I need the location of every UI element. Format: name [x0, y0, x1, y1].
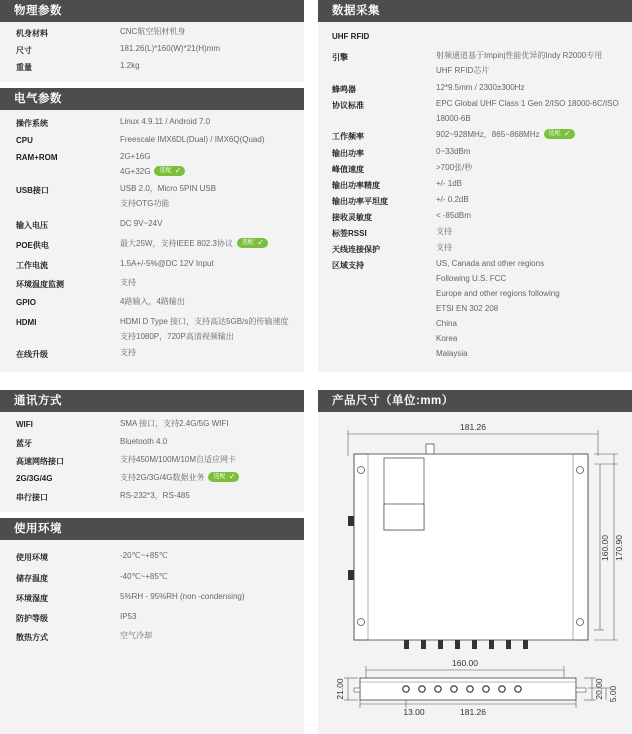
spec-key: 区域支持 — [332, 261, 364, 270]
spec-value-line2: 18000-6B — [436, 114, 471, 123]
spec-key: 工作电流 — [16, 261, 48, 270]
spec-value: 支持 — [436, 227, 452, 236]
optional-badge — [208, 472, 239, 482]
spec-key: 蜂鸣器 — [332, 85, 356, 94]
section-header-dimensions: 产品尺寸（单位:mm） — [318, 390, 632, 412]
spec-key: 防护等级 — [16, 614, 48, 623]
spec-value: -20℃~+85℃ — [120, 551, 168, 560]
spec-value: 1.2kg — [120, 61, 140, 70]
spec-key: WIFI — [16, 420, 33, 429]
spec-value — [436, 128, 630, 142]
spec-value: -40℃~+85℃ — [120, 572, 168, 581]
outer-height-label: 170.90 — [614, 535, 624, 561]
spec-value: +/- 1dB — [436, 179, 463, 188]
spec-value: US, Canada and other regions — [436, 259, 545, 268]
spec-value: EPC Global UHF Class 1 Gen 2/ISO 18000-6C/ISO — [436, 99, 619, 108]
spec-value-line: Following U.S. FCC — [436, 274, 507, 283]
spec-value-text: 最大25W，支持IEEE 802.3协议 — [120, 239, 233, 248]
spec-value-line: ETSI EN 302 208 — [436, 304, 499, 313]
spec-value-line: Europe and other regions following — [436, 289, 560, 298]
spec-key: 重量 — [16, 63, 32, 72]
spec-key: USB接口 — [16, 186, 49, 195]
spec-value: DC 9V~24V — [120, 219, 163, 228]
spec-value: CNC航空铝材机身 — [120, 27, 186, 36]
optional-badge — [544, 129, 575, 139]
check-icon: ✓ — [174, 165, 182, 175]
inner-height-label: 160.00 — [600, 535, 610, 561]
spec-value: >700张/秒 — [436, 163, 473, 172]
spec-value: Linux 4.9.11 / Android 7.0 — [120, 117, 211, 126]
spec-key: 输出功率精度 — [332, 181, 380, 190]
side-total-label: 181.26 — [460, 707, 486, 717]
spec-value: 1.5A+/-5%@DC 12V Input — [120, 259, 214, 268]
spec-value: Freescale IMX6DL(Dual) / IMX6Q(Quad) — [120, 135, 265, 144]
spec-key: 使用环境 — [16, 553, 48, 562]
badge-label: 选配 — [159, 167, 172, 174]
spec-value: 射频通道基于Impinj性能优异的Indy R2000专用 — [436, 51, 603, 60]
section-body-physical — [0, 22, 304, 82]
section-header-electrical: 电气参数 — [0, 88, 304, 110]
spec-value: 支持 — [120, 278, 136, 287]
spec-value: 支持 — [120, 348, 136, 357]
optional-badge — [154, 166, 185, 176]
badge-label: 选配 — [213, 473, 226, 480]
spec-value: IP53 — [120, 612, 137, 621]
check-icon: ✓ — [228, 471, 236, 481]
spec-key: 储存温度 — [16, 574, 48, 583]
section-body-electrical — [0, 110, 304, 372]
spec-key: 操作系统 — [16, 119, 48, 128]
spec-key: 尺寸 — [16, 46, 32, 55]
spec-value: 4路输入，4路输出 — [120, 297, 185, 306]
spec-value-line: China — [436, 319, 457, 328]
device-side-view — [354, 678, 586, 700]
spec-key: 串行接口 — [16, 493, 48, 502]
spec-value: Bluetooth 4.0 — [120, 437, 168, 446]
spec-value-line2: 支持1080P，720P高清视频输出 — [120, 332, 234, 341]
section-body-environment — [0, 540, 304, 734]
spec-value: +/- 0.2dB — [436, 195, 469, 204]
spec-value-text: 4G+32G — [120, 167, 151, 176]
spec-value-line: Korea — [436, 334, 458, 343]
spec-key: 在线升级 — [16, 350, 48, 359]
check-icon: ✓ — [257, 237, 264, 247]
section-header-communication: 通讯方式 — [0, 390, 304, 412]
spec-value-line2: 支持OTG功能 — [120, 199, 170, 208]
section-header-data-acquisition: 数据采集 — [318, 0, 632, 22]
spec-key: 工作频率 — [332, 132, 364, 141]
badge-label: 选配 — [241, 239, 254, 246]
side-right-small-label: 5.00 — [608, 685, 618, 703]
device-top-view — [348, 444, 588, 649]
check-icon: ✓ — [563, 128, 571, 138]
dimension-drawing-panel — [318, 412, 632, 734]
spec-value: 空气冷却 — [120, 631, 152, 640]
spec-value: 0~33dBm — [436, 147, 471, 156]
spec-key: POE供电 — [16, 241, 49, 250]
spec-value-text: 902~928MHz，865~868MHz — [436, 130, 540, 139]
badge-label: 选配 — [548, 130, 561, 137]
section-header-environment: 使用环境 — [0, 518, 304, 540]
spec-key: 蓝牙 — [16, 439, 32, 448]
spec-key: 高速网络接口 — [16, 457, 64, 466]
spec-key: GPIO — [16, 298, 37, 307]
section-body-communication — [0, 412, 304, 512]
spec-key: 输出功率平坦度 — [332, 197, 388, 206]
side-width-label: 160.00 — [452, 658, 478, 668]
spec-key: RAM+ROM — [16, 153, 58, 162]
spec-value — [120, 237, 302, 251]
spec-key: 标签RSSI — [332, 229, 367, 238]
spec-value: 支持450M/100M/10M自适应网卡 — [120, 455, 237, 464]
subsection-title-text: UHF RFID — [332, 32, 370, 41]
spec-key: 环境湿度 — [16, 594, 48, 603]
side-height-right-label: 20.00 — [594, 678, 604, 700]
spec-key: 接收灵敏度 — [332, 213, 372, 222]
spec-value-line: Malaysia — [436, 349, 468, 358]
spec-key: 机身材料 — [16, 29, 48, 38]
spec-value: 2G+16G — [120, 152, 151, 161]
section-body-data-acquisition — [318, 22, 632, 372]
side-height-left-label: 21.00 — [335, 678, 345, 700]
spec-key: 引擎 — [332, 53, 348, 62]
dimension-drawing — [318, 412, 632, 734]
spec-value: HDMI D Type 接口，支持高达5GB/s的传输速度 — [120, 317, 289, 326]
spec-value-line2: UHF RFID芯片 — [436, 66, 490, 75]
spec-key: CPU — [16, 136, 33, 145]
spec-key: 散热方式 — [16, 633, 48, 642]
section-header-physical: 物理参数 — [0, 0, 304, 22]
top-width-label: 181.26 — [460, 422, 486, 432]
spec-value: RS-232*3，RS-485 — [120, 491, 190, 500]
spec-key: 输入电压 — [16, 221, 48, 230]
side-offset-label: 13.00 — [403, 707, 425, 717]
spec-value-line2 — [120, 165, 302, 179]
spec-value: USB 2.0，Micro 5PIN USB — [120, 184, 217, 193]
spec-value — [120, 471, 302, 485]
spec-value: 支持 — [436, 243, 452, 252]
spec-value: SMA 接口，支持2.4G/5G WIFI — [120, 419, 229, 428]
spec-value: 181.26(L)*160(W)*21(H)mm — [120, 44, 221, 53]
spec-value: < -85dBm — [436, 211, 471, 220]
spec-key: 峰值速度 — [332, 165, 364, 174]
spec-key: 协议标准 — [332, 101, 364, 110]
spec-key: 输出功率 — [332, 149, 364, 158]
spec-value: 5%RH - 95%RH (non -condensing) — [120, 592, 245, 601]
top-width-dimension — [348, 430, 598, 456]
spec-value-text: 支持2G/3G/4G数据业务 — [120, 473, 205, 482]
spec-key: 环境温度监测 — [16, 280, 64, 289]
spec-key: HDMI — [16, 318, 37, 327]
spec-key: 天线连接保护 — [332, 245, 380, 254]
spec-key: 2G/3G/4G — [16, 474, 53, 483]
spec-value: 12*9.5mm / 2300±300Hz — [436, 83, 525, 92]
optional-badge — [237, 238, 268, 248]
